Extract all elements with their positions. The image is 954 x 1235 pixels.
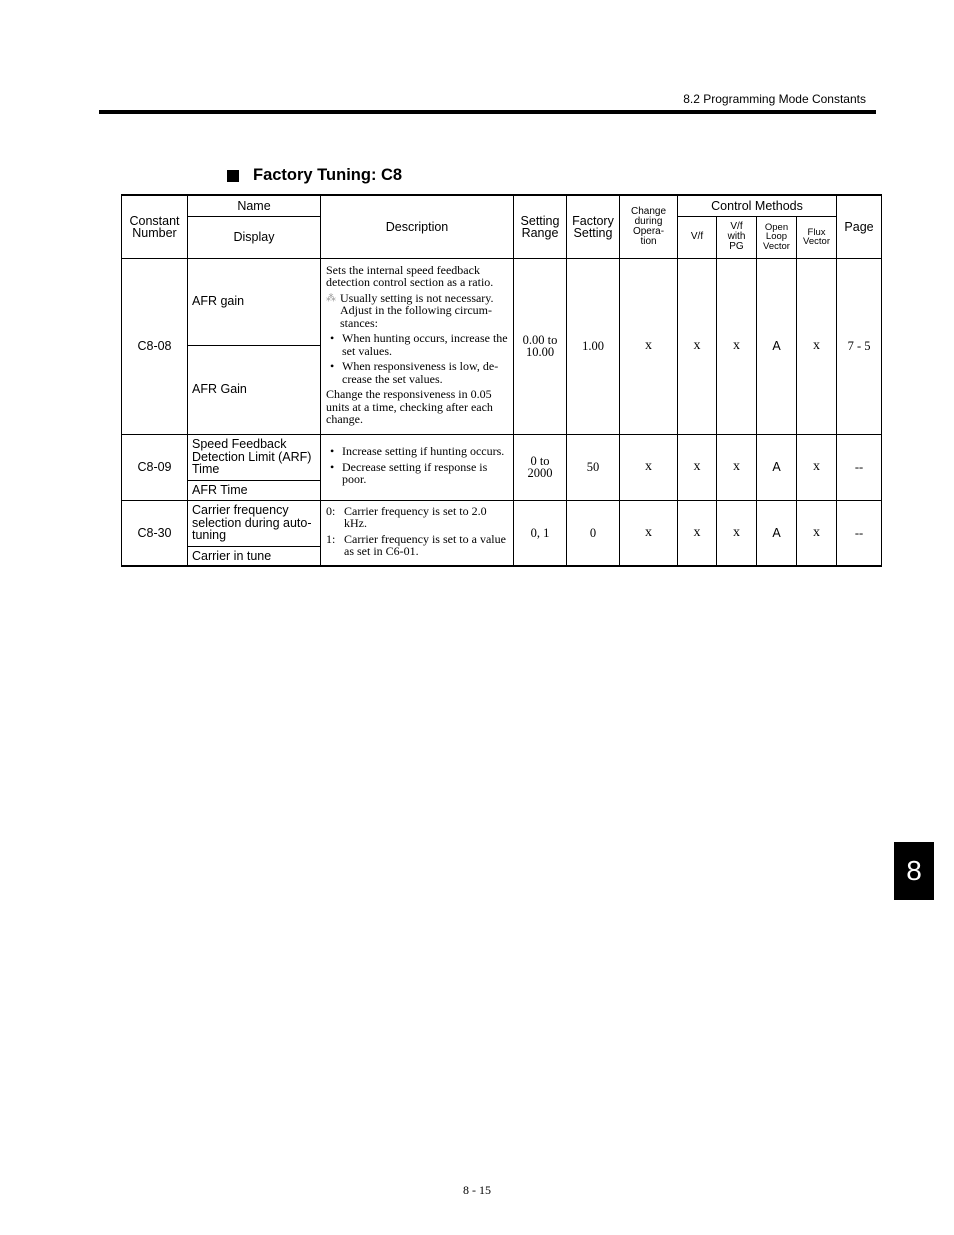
table-row xyxy=(122,500,882,546)
header-display: Display xyxy=(188,216,321,258)
control-flux-vector: x xyxy=(797,500,837,566)
control-vf: x xyxy=(678,434,717,500)
list-item: • When hunting occurs, increase the set values. xyxy=(326,332,508,357)
table-row xyxy=(122,434,882,480)
constant-description xyxy=(321,500,514,566)
header-setting-range: Setting Range xyxy=(514,195,567,258)
header-open-loop-vector: Open Loop Vector xyxy=(757,216,797,258)
setting-range: 0.00 to 10.00 xyxy=(514,258,567,434)
header-constant-number: Constant Number xyxy=(122,195,188,258)
page-reference: -- xyxy=(837,500,882,566)
constant-display: Carrier in tune xyxy=(188,546,321,566)
factory-setting: 1.00 xyxy=(567,258,620,434)
square-bullet-icon xyxy=(227,170,239,182)
list-item: • Increase setting if hunting occurs. xyxy=(326,445,508,458)
page-reference: 7 - 5 xyxy=(837,258,882,434)
list-item: 1: Carrier frequency is set to a value as set in C6-01. xyxy=(326,531,506,559)
control-vf: x xyxy=(678,500,717,566)
header-flux-vector: Flux Vector xyxy=(797,216,837,258)
setting-range: 0 to 2000 xyxy=(514,434,567,500)
header-factory-setting: Factory Setting xyxy=(567,195,620,258)
constants-table xyxy=(121,194,882,567)
constant-number: C8-08 xyxy=(122,258,188,434)
header-vf: V/f xyxy=(678,216,717,258)
header-description: Description xyxy=(321,195,514,258)
header-vf-with-pg: V/f with PG xyxy=(717,216,757,258)
header-change-during-operation: Change during Opera- tion xyxy=(620,195,678,258)
running-header: 8.2 Programming Mode Constants xyxy=(683,92,866,106)
constant-display: AFR Gain xyxy=(188,345,321,434)
list-item: 0: Carrier frequency is set to 2.0 kHz. xyxy=(326,503,487,531)
control-vf-pg: x xyxy=(717,258,757,434)
constant-display: AFR Time xyxy=(188,480,321,500)
factory-setting: 50 xyxy=(567,434,620,500)
header-page: Page xyxy=(837,195,882,258)
control-open-loop-vector: A xyxy=(757,434,797,500)
control-vf-pg: x xyxy=(717,500,757,566)
setting-range: 0, 1 xyxy=(514,500,567,566)
control-flux-vector: x xyxy=(797,434,837,500)
chapter-tab: 8 xyxy=(894,842,934,900)
section-heading xyxy=(227,166,402,185)
change-during-operation: x xyxy=(620,500,678,566)
constant-name: Speed Feedback Detection Limit (ARF) Time xyxy=(188,434,321,480)
constant-name: AFR gain xyxy=(188,258,321,345)
control-open-loop-vector: A xyxy=(757,258,797,434)
header-name: Name xyxy=(188,195,321,216)
constant-number: C8-30 xyxy=(122,500,188,566)
control-flux-vector: x xyxy=(797,258,837,434)
header-control-methods: Control Methods xyxy=(678,195,837,216)
header-rule xyxy=(99,110,876,114)
section-title: Factory Tuning: C8 xyxy=(253,166,403,184)
list-item: • Decrease setting if response is poor. xyxy=(326,461,508,486)
change-during-operation: x xyxy=(620,258,678,434)
constant-description: Sets the internal speed feedback detection control section as a ratio. ⁂ Usually setting is not necessary. Adjust in the following circum-stances: • When hunting occurs, increase the set values. • When responsiveness is low, de-crease the set values. Change the responsiveness in 0.05 units at a time, checking after each change. xyxy=(321,258,514,434)
control-vf: x xyxy=(678,258,717,434)
asterism-icon: ⁂ xyxy=(326,292,336,304)
constant-description xyxy=(321,434,514,500)
change-during-operation: x xyxy=(620,434,678,500)
constant-number: C8-09 xyxy=(122,434,188,500)
constant-name: Carrier frequency selection during auto-tuning xyxy=(188,500,321,546)
control-open-loop-vector: A xyxy=(757,500,797,566)
page-reference: -- xyxy=(837,434,882,500)
list-item: • When responsiveness is low, de-crease the set values. xyxy=(326,360,508,385)
control-vf-pg: x xyxy=(717,434,757,500)
factory-setting: 0 xyxy=(567,500,620,566)
table-row xyxy=(122,258,882,345)
page-number: 8 - 15 xyxy=(463,1183,491,1197)
